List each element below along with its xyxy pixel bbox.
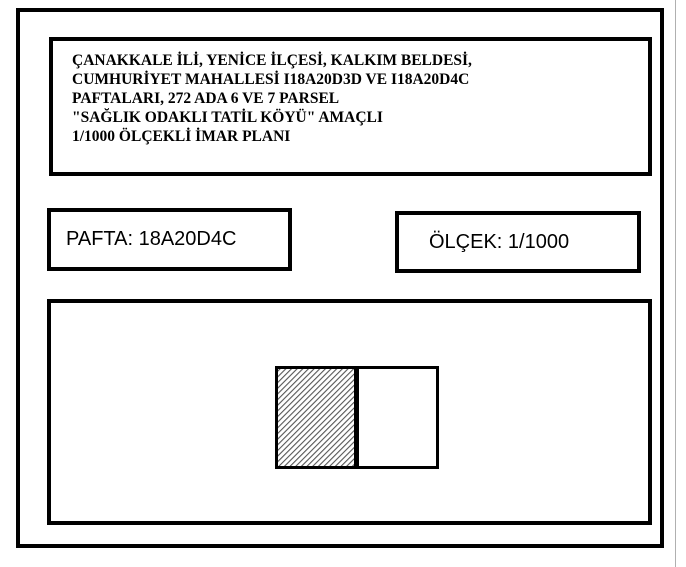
plan-title-box: [49, 37, 652, 176]
scale-label: ÖLÇEK: 1/1000: [429, 230, 570, 253]
key-map-diagram: [51, 303, 648, 521]
pafta-box: [47, 208, 292, 271]
page-edge-line: [675, 0, 676, 567]
plan-title-line: 1/1000 ÖLÇEKLİ İMAR PLANI: [72, 128, 291, 145]
plan-title-line: PAFTALARI, 272 ADA 6 VE 7 PARSEL: [72, 90, 340, 107]
pafta-label: PAFTA: 18A20D4C: [66, 228, 237, 250]
key-map-sheet-hatched: [277, 368, 356, 468]
key-map-box: [47, 299, 652, 525]
plan-title-line: "SAĞLIK ODAKLI TATİL KÖYÜ" AMAÇLI: [72, 109, 383, 126]
scale-box: [395, 211, 641, 273]
plan-title-line: ÇANAKKALE İLİ, YENİCE İLÇESİ, KALKIM BELDESİ,: [72, 52, 472, 69]
key-map-sheet-blank: [358, 368, 438, 468]
plan-title-line: CUMHURİYET MAHALLESİ I18A20D3D VE I18A20D4C: [72, 71, 470, 88]
